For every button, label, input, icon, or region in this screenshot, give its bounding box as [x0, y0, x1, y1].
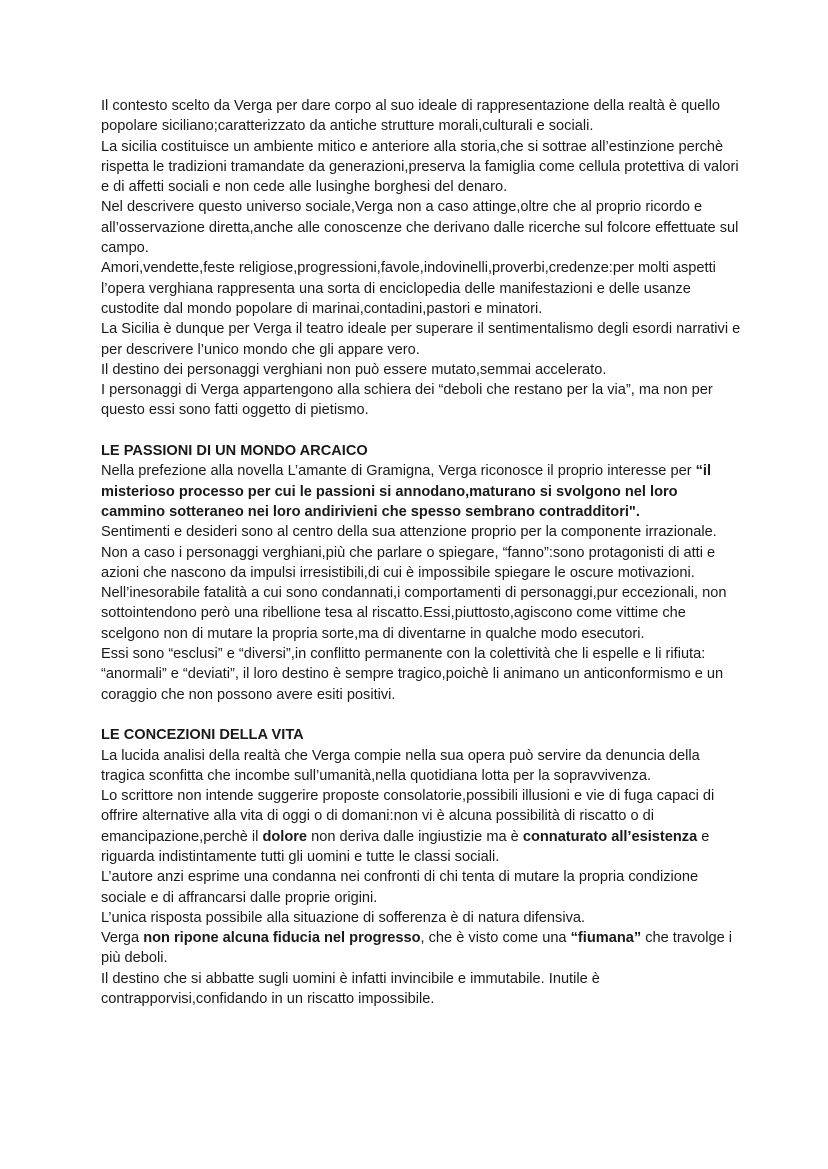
concezioni-text: non deriva dalle ingiustizie ma è	[307, 828, 523, 845]
bold-connaturato: connaturato all’esistenza	[522, 828, 698, 845]
section-spacer	[101, 705, 741, 725]
passioni-paragraph-4: Nell’inesorabile fatalità a cui sono condannati,i comportamenti di personaggi,pur eccezionali, non sottointendono però una ribellione tesa al riscatto.Essi,piuttosto,agiscono come vittime che scelgono non di mutare la propria sorte,ma di diventarne in qualche modo esecutori.	[101, 585, 727, 642]
passioni-paragraph-2: Sentimenti e desideri sono al centro della sua attenzione proprio per la componente irrazionale.	[101, 524, 717, 541]
concezioni-paragraph-5	[101, 928, 741, 969]
concezioni-text: Lo scrittore non intende suggerire proposte consolatorie,possibili illusioni e vie di fuga capaci di offrire alternative alla vita di oggi o di domani:non vi è alcuna possibilità di riscatto o di emancipazione,perchè il	[101, 788, 715, 845]
concezioni-text: che travolge i più deboli.	[101, 930, 733, 967]
document-body	[101, 96, 741, 1009]
verga-quote: “il misterioso processo per cui le passioni si annodano,maturano si svolgono nel loro cammino sotteraneo nei loro andirivieni che spesso sembrano contradditori".	[101, 463, 712, 520]
passioni-paragraph-3: Non a caso i personaggi verghiani,più che parlare o spiegare, “fanno”:sono protagonisti di atti e azioni che nascono da impulsi irresistibili,di cui è impossibile spiegare le oscure motivazioni.	[101, 544, 716, 581]
intro-paragraph-2: La sicilia costituisce un ambiente mitico e anteriore alla storia,che si sottrae all’estinzione perchè rispetta le tradizioni tramandate da generazioni,preserva la famiglia come cellula protettiva di valori e di affetti sociali e non cede alle lusinghe borghesi del denaro.	[101, 138, 739, 196]
concezioni-paragraph-2	[101, 786, 741, 867]
intro-paragraph-7: I personaggi di Verga appartengono alla schiera dei “deboli che restano per la via”, ma non per questo essi sono fatti oggetto di pietismo.	[101, 382, 713, 419]
concezioni-text: e riguarda indistintamente tutti gli uomini e tutte le classi sociali.	[101, 828, 710, 865]
bold-progresso: non ripone alcuna fiducia nel progresso	[143, 930, 421, 947]
intro-paragraph-3: Nel descrivere questo universo sociale,Verga non a caso attinge,oltre che al proprio ricordo e all’osservazione diretta,anche alle conoscenze che derivano dalle ricerche sul folcore effettuate sul campo.	[101, 199, 739, 257]
concezioni-paragraph-1: La lucida analisi della realtà che Verga compie nella sua opera può servire da denuncia della tragica sconfitta che incombe sull’umanità,nella quotidiana lotta per la sopravvivenza.	[101, 747, 700, 784]
concezioni-paragraph-4: L’unica risposta possibile alla situazione di sofferenza è di natura difensiva.	[101, 909, 586, 926]
concezioni-text: , che è visto come una	[420, 930, 571, 947]
section-spacer	[101, 421, 741, 441]
section-heading-passioni: LE PASSIONI DI UN MONDO ARCAICO	[101, 443, 368, 460]
passioni-paragraph-1	[101, 461, 741, 522]
concezioni-text: Verga	[101, 930, 144, 947]
passioni-intro-text: Nella prefezione alla novella L’amante di Gramigna, Verga riconosce il proprio interesse per	[101, 463, 696, 480]
bold-dolore: dolore	[262, 828, 308, 845]
passioni-paragraph-5: Essi sono “esclusi” e “diversi”,in conflitto permanente con la colettività che li espelle e li rifiuta: “anormali” e “deviati”, il loro destino è sempre tragico,poichè li animano un anticonformismo e un coraggio che non possono avere esiti positivi.	[101, 646, 724, 703]
intro-paragraph-6: Il destino dei personaggi verghiani non può essere mutato,semmai accelerato.	[101, 361, 607, 378]
intro-paragraph-5: La Sicilia è dunque per Verga il teatro ideale per superare il sentimentalismo degli esordi narrativi e per descrivere l’unico mondo che gli appare vero.	[101, 321, 741, 358]
concezioni-paragraph-3: L’autore anzi esprime una condanna nei confronti di chi tenta di mutare la propria condizione sociale e di affrancarsi dalle proprie origini.	[101, 869, 699, 906]
intro-paragraph-1: Il contesto scelto da Verga per dare corpo al suo ideale di rappresentazione della realtà è quello popolare siciliano;caratterizzato da antiche strutture morali,culturali e sociali.	[101, 98, 721, 135]
concezioni-paragraph-6: Il destino che si abbatte sugli uomini è infatti invincibile e immutabile. Inutile è contrapporvisi,confidando in un riscatto impossibile.	[101, 970, 600, 1008]
section-heading-concezioni: LE CONCEZIONI DELLA VITA	[101, 727, 304, 744]
bold-fiumana: “fiumana”	[570, 930, 642, 947]
intro-paragraph-4: Amori,vendette,feste religiose,progressioni,favole,indovinelli,proverbi,credenze:per molti aspetti l’opera verghiana rappresenta una sorta di enciclopedia delle manifestazioni e delle usanze custodite dal mondo popolare di marinai,contadini,pastori e minatori.	[101, 260, 716, 317]
